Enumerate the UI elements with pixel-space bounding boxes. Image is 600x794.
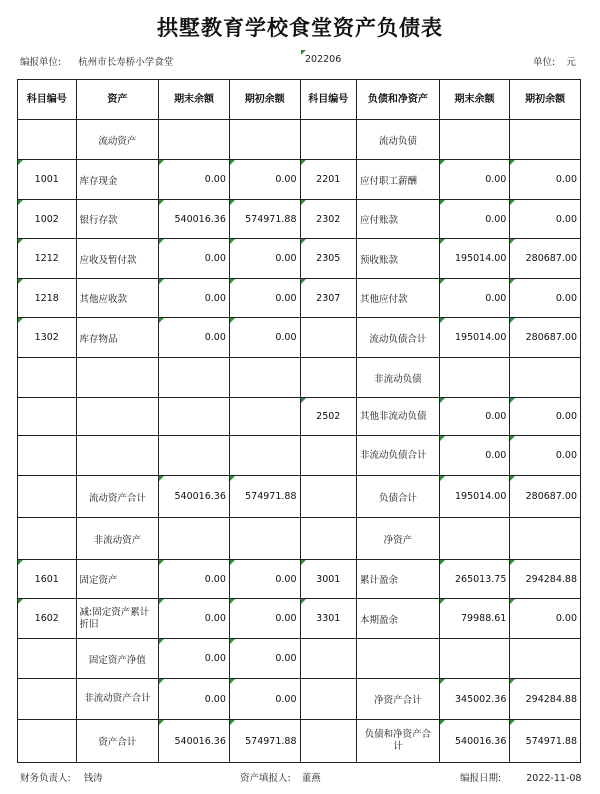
asset-ending-balance (159, 398, 230, 436)
liability-account-code: 2307 (300, 279, 357, 318)
table-body (18, 120, 581, 763)
asset-ending-balance (159, 358, 230, 398)
liability-beginning-balance: 0.00 (510, 160, 581, 200)
liability-name: 其他应付款 (357, 279, 440, 318)
asset-ending-balance: 0.00 (159, 639, 230, 679)
asset-beginning-balance: 0.00 (229, 639, 300, 679)
asset-name: 流动资产合计 (76, 476, 159, 518)
liability-beginning-balance (510, 120, 581, 160)
liability-ending-balance: 0.00 (439, 200, 510, 239)
account-code (18, 358, 77, 398)
asset-ending-balance (159, 436, 230, 476)
header-account-code: 科目编号 (18, 80, 77, 120)
liability-account-code (300, 639, 357, 679)
asset-name (76, 436, 159, 476)
liability-ending-balance: 0.00 (439, 279, 510, 318)
liability-account-code: 2302 (300, 200, 357, 239)
liability-name: 流动负债合计 (357, 318, 440, 358)
liability-name: 累计盈余 (357, 560, 440, 599)
liability-ending-balance: 345002.36 (439, 679, 510, 720)
asset-name: 减:固定资产累计折旧 (76, 599, 159, 639)
asset-beginning-balance: 0.00 (229, 160, 300, 200)
table-row (18, 120, 581, 160)
asset-beginning-balance: 0.00 (229, 599, 300, 639)
asset-ending-balance (159, 518, 230, 560)
currency-unit-value: 元 (566, 57, 576, 68)
asset-name: 非流动资产合计 (76, 679, 159, 720)
header-account-code: 科目编号 (300, 80, 357, 120)
liability-ending-balance: 0.00 (439, 160, 510, 200)
asset-ending-balance: 0.00 (159, 160, 230, 200)
table-row (18, 279, 581, 318)
liability-beginning-balance (510, 639, 581, 679)
liability-name: 非流动负债合计 (357, 436, 440, 476)
liability-ending-balance: 195014.00 (439, 239, 510, 279)
table-row (18, 239, 581, 279)
table-row (18, 639, 581, 679)
liability-beginning-balance: 0.00 (510, 398, 581, 436)
liability-name: 净资产合计 (357, 679, 440, 720)
liability-account-code: 3001 (300, 560, 357, 599)
liability-beginning-balance: 0.00 (510, 200, 581, 239)
account-code: 1602 (18, 599, 77, 639)
table-row (18, 358, 581, 398)
liability-name: 预收账款 (357, 239, 440, 279)
account-code (18, 639, 77, 679)
liability-beginning-balance (510, 358, 581, 398)
asset-beginning-balance: 0.00 (229, 560, 300, 599)
liability-account-code: 2502 (300, 398, 357, 436)
liability-account-code: 2305 (300, 239, 357, 279)
table-row (18, 200, 581, 239)
asset-name (76, 398, 159, 436)
liability-beginning-balance: 294284.88 (510, 679, 581, 720)
liability-account-code (300, 318, 357, 358)
asset-ending-balance (159, 120, 230, 160)
liability-beginning-balance (510, 518, 581, 560)
liability-account-code (300, 358, 357, 398)
preparer (240, 770, 321, 784)
table-row (18, 679, 581, 720)
account-code (18, 436, 77, 476)
asset-ending-balance: 0.00 (159, 239, 230, 279)
liability-account-code (300, 120, 357, 160)
table-row (18, 436, 581, 476)
asset-beginning-balance: 574971.88 (229, 476, 300, 518)
header-liabilities-net-assets: 负债和净资产 (357, 80, 440, 120)
liability-account-code: 2201 (300, 160, 357, 200)
account-code (18, 476, 77, 518)
liability-ending-balance (439, 518, 510, 560)
liability-beginning-balance: 280687.00 (510, 318, 581, 358)
account-code (18, 398, 77, 436)
liability-name: 净资产 (357, 518, 440, 560)
table-row (18, 160, 581, 200)
finance-officer (20, 770, 103, 784)
liability-name: 非流动负债 (357, 358, 440, 398)
account-code (18, 720, 77, 763)
finance-officer-name: 钱涛 (83, 773, 103, 784)
asset-name: 库存物品 (76, 318, 159, 358)
report-period: 202206 (305, 54, 342, 65)
liability-account-code (300, 436, 357, 476)
liability-account-code (300, 476, 357, 518)
report-date (460, 770, 581, 784)
header-beginning-balance: 期初余额 (229, 80, 300, 120)
table-row (18, 318, 581, 358)
reporting-unit-label: 编报单位: (20, 57, 62, 68)
liability-ending-balance (439, 639, 510, 679)
account-code: 1002 (18, 200, 77, 239)
asset-name: 非流动资产 (76, 518, 159, 560)
finance-officer-label: 财务负责人: (20, 773, 71, 784)
liability-name: 负债合计 (357, 476, 440, 518)
currency-unit (533, 54, 576, 68)
liability-account-code: 3301 (300, 599, 357, 639)
asset-beginning-balance: 0.00 (229, 239, 300, 279)
liability-beginning-balance: 280687.00 (510, 239, 581, 279)
liability-ending-balance (439, 120, 510, 160)
asset-beginning-balance: 574971.88 (229, 200, 300, 239)
asset-name: 应收及暂付款 (76, 239, 159, 279)
table-row (18, 599, 581, 639)
asset-ending-balance: 0.00 (159, 560, 230, 599)
asset-ending-balance: 540016.36 (159, 200, 230, 239)
liability-beginning-balance: 574971.88 (510, 720, 581, 763)
account-code (18, 679, 77, 720)
liability-name: 负债和净资产合计 (357, 720, 440, 763)
liability-account-code (300, 518, 357, 560)
asset-name: 流动资产 (76, 120, 159, 160)
asset-beginning-balance (229, 518, 300, 560)
currency-unit-label: 单位: (533, 57, 556, 68)
asset-name: 资产合计 (76, 720, 159, 763)
asset-name: 固定资产 (76, 560, 159, 599)
asset-beginning-balance (229, 358, 300, 398)
asset-ending-balance: 0.00 (159, 679, 230, 720)
table-row (18, 398, 581, 436)
liability-ending-balance: 195014.00 (439, 318, 510, 358)
asset-beginning-balance (229, 436, 300, 476)
liability-ending-balance: 0.00 (439, 398, 510, 436)
liability-name: 应付职工薪酬 (357, 160, 440, 200)
asset-beginning-balance: 0.00 (229, 679, 300, 720)
asset-beginning-balance (229, 120, 300, 160)
account-code: 1212 (18, 239, 77, 279)
table-row (18, 560, 581, 599)
liability-name: 应付账款 (357, 200, 440, 239)
liability-ending-balance (439, 358, 510, 398)
header-assets: 资产 (76, 80, 159, 120)
liability-ending-balance: 0.00 (439, 436, 510, 476)
account-code: 1601 (18, 560, 77, 599)
asset-name: 其他应收款 (76, 279, 159, 318)
liability-beginning-balance: 0.00 (510, 599, 581, 639)
liability-ending-balance: 195014.00 (439, 476, 510, 518)
table-row (18, 720, 581, 763)
liability-account-code (300, 679, 357, 720)
liability-name (357, 639, 440, 679)
liability-ending-balance: 265013.75 (439, 560, 510, 599)
liability-ending-balance: 79988.61 (439, 599, 510, 639)
asset-ending-balance: 0.00 (159, 279, 230, 318)
header-row (18, 80, 581, 120)
asset-beginning-balance: 0.00 (229, 279, 300, 318)
header-ending-balance: 期末余额 (439, 80, 510, 120)
reporting-unit-name: 杭州市长寿桥小学食堂 (78, 57, 174, 68)
asset-ending-balance: 0.00 (159, 318, 230, 358)
asset-ending-balance: 540016.36 (159, 476, 230, 518)
table-row (18, 518, 581, 560)
preparer-name: 董燕 (301, 773, 321, 784)
reporting-unit (20, 54, 173, 68)
asset-ending-balance: 0.00 (159, 599, 230, 639)
asset-ending-balance: 540016.36 (159, 720, 230, 763)
liability-beginning-balance: 294284.88 (510, 560, 581, 599)
asset-name: 银行存款 (76, 200, 159, 239)
report-date-label: 编报日期: (460, 773, 502, 784)
liability-beginning-balance: 0.00 (510, 436, 581, 476)
account-code: 1302 (18, 318, 77, 358)
liability-account-code (300, 720, 357, 763)
liability-beginning-balance: 280687.00 (510, 476, 581, 518)
account-code (18, 518, 77, 560)
header-ending-balance: 期末余额 (159, 80, 230, 120)
account-code (18, 120, 77, 160)
account-code: 1001 (18, 160, 77, 200)
report-date-value: 2022-11-08 (526, 773, 582, 784)
liability-ending-balance: 540016.36 (439, 720, 510, 763)
account-code: 1218 (18, 279, 77, 318)
asset-name: 库存现金 (76, 160, 159, 200)
header-beginning-balance: 期初余额 (510, 80, 581, 120)
balance-sheet-table (17, 79, 581, 763)
asset-beginning-balance: 574971.88 (229, 720, 300, 763)
liability-name: 流动负债 (357, 120, 440, 160)
asset-beginning-balance: 0.00 (229, 318, 300, 358)
report-title: 拱墅教育学校食堂资产负债表 (157, 16, 443, 40)
preparer-label: 资产填报人: (240, 773, 291, 784)
asset-name (76, 358, 159, 398)
asset-beginning-balance (229, 398, 300, 436)
liability-name: 其他非流动负债 (357, 398, 440, 436)
liability-name: 本期盈余 (357, 599, 440, 639)
asset-name: 固定资产净值 (76, 639, 159, 679)
liability-beginning-balance: 0.00 (510, 279, 581, 318)
table-row (18, 476, 581, 518)
